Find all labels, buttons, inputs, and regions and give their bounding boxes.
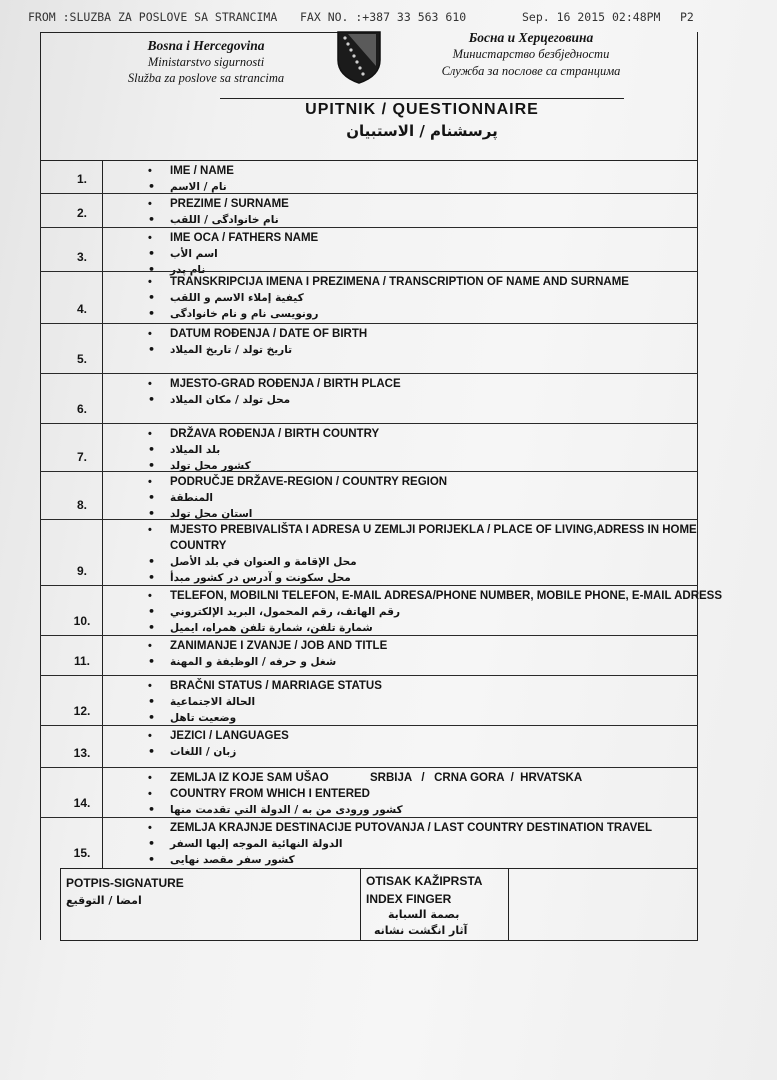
field-label (148, 474, 710, 490)
header-left-ministry: Ministarstvo sigurnosti (147, 55, 265, 69)
field-label-arabic (148, 852, 710, 868)
field-label (148, 274, 710, 290)
header-left-country: Bosna i Hercegovina (147, 38, 265, 53)
field-text: نام پدر (170, 264, 206, 276)
fax-from: FROM :SLUZBA ZA POSLOVE SA STRANCIMA (28, 10, 278, 24)
field-text: محل سكونت و آدرس در كشور مبدأ (170, 572, 351, 584)
field-text: MJESTO PREBIVALIŠTA I ADRESA U ZEMLJI PORIJEKLA / PLACE OF LIVING,ADRESS IN HOME (170, 524, 697, 536)
field-label (148, 376, 710, 392)
bullet-icon: • (148, 459, 156, 472)
field-text: ZEMLJA IZ KOJE SAM UŠAO (170, 772, 329, 784)
row-fields (148, 474, 710, 522)
field-label (148, 588, 723, 604)
field-label-arabic (148, 620, 710, 636)
field-text: استان محل تولد (170, 508, 253, 520)
bullet-icon: • (148, 788, 152, 800)
field-label-arabic (148, 306, 710, 322)
field-text: نام / الاسم (170, 181, 227, 193)
bullet-icon: • (148, 328, 152, 340)
bullet-icon: • (148, 822, 152, 834)
row-number: 10. (73, 614, 91, 628)
bullet-icon: • (148, 428, 152, 440)
field-label-arabic (148, 836, 710, 852)
table-row (40, 676, 698, 726)
bullet-icon: • (148, 263, 156, 276)
bullet-icon: • (148, 343, 156, 356)
row-fields (148, 274, 710, 322)
fingerprint-label-fa: آثار انگشت نشانه (374, 924, 468, 937)
fax-number: FAX NO. :+387 33 563 610 (300, 10, 467, 24)
bullet-icon: • (148, 695, 156, 708)
row-number: 11. (73, 654, 91, 668)
table-row (40, 636, 698, 676)
bullet-icon: • (148, 772, 152, 784)
table-row (40, 726, 698, 768)
bullet-icon: • (148, 655, 156, 668)
bullet-icon: • (148, 443, 156, 456)
table-row (40, 161, 698, 194)
field-label (148, 638, 710, 654)
signature-left-border (60, 868, 61, 940)
signature-divider (360, 868, 361, 940)
fingerprint-label: OTISAK KAŽIPRSTA (366, 874, 483, 888)
row-number: 14. (73, 796, 91, 810)
row-fields (148, 426, 710, 474)
field-label-arabic (148, 570, 710, 586)
field-label (148, 426, 710, 442)
bullet-icon: • (148, 307, 156, 320)
field-text: كشور ورودی من به / الدولة التي تقدمت منها (170, 804, 403, 816)
table-row (40, 374, 698, 424)
field-text: اسم الأب (170, 248, 218, 260)
bullet-icon: • (148, 180, 156, 193)
field-text: كشور سفر مقصد نهايی (170, 854, 295, 866)
field-text: كشور محل تولد (170, 460, 251, 472)
field-text: رقم الهاتف، رقم المحمول، البريد الإلكتروني (170, 606, 401, 618)
field-text: COUNTRY (170, 540, 227, 552)
row-number: 4. (76, 302, 87, 316)
bullet-icon: • (148, 213, 156, 226)
field-label (148, 786, 710, 802)
row-fields (148, 196, 710, 228)
field-label-arabic (148, 392, 710, 408)
signature-label: POTPIS-SIGNATURE (66, 876, 184, 890)
header-right-service: Служба за послове са странцима (441, 64, 621, 78)
bullet-icon: • (148, 291, 156, 304)
table-row (40, 818, 698, 868)
field-text: شمارة تلفن، شمارة تلفن همراه، ايميل (170, 622, 373, 634)
field-text: شغل و حرفه / الوظيفة و المهنة (170, 656, 337, 668)
field-text: بلد الميلاد (170, 444, 221, 456)
row-number: 6. (76, 402, 87, 416)
bullet-icon: • (148, 730, 152, 742)
field-label-arabic (148, 290, 710, 306)
bullet-icon: • (148, 621, 156, 634)
field-text: MJESTO-GRAD ROĐENJA / BIRTH PLACE (170, 378, 401, 390)
field-label-arabic (148, 654, 710, 670)
row-number: 2. (76, 206, 87, 220)
bullet-icon: • (148, 853, 156, 866)
field-text: IME / NAME (170, 165, 234, 177)
bullet-icon: • (148, 571, 156, 584)
row-fields (148, 588, 723, 636)
form-title: UPITNIK / QUESTIONNAIRE (305, 101, 539, 118)
row-number: 5. (76, 352, 87, 366)
table-row (40, 228, 698, 276)
bullet-icon: • (148, 276, 152, 288)
fingerprint-divider (508, 868, 509, 940)
header-right-country: Босна и Херцеговина (468, 30, 594, 45)
field-text: TRANSKRIPCIJA IMENA I PREZIMENA / TRANSCRIPTION OF NAME AND SURNAME (170, 276, 629, 288)
field-text: رونويسی نام و نام خانوادگی (170, 308, 319, 320)
field-text: الدولة النهائية الموجه إليها السفر (170, 838, 343, 850)
field-text: نام خانوادگی / اللقب (170, 214, 279, 226)
row-fields (148, 820, 710, 868)
row-fields (148, 638, 710, 670)
field-label (148, 326, 710, 342)
field-label (148, 163, 710, 179)
bullet-icon: • (148, 745, 156, 758)
signature-label-arabic: امضا / التوقيع (66, 894, 142, 907)
row-number: 7. (76, 450, 87, 464)
row-fields (148, 376, 710, 408)
form-title-arabic: پرسشنام / الاستبيان (346, 122, 498, 140)
row-number: 15. (73, 846, 91, 860)
field-text: DRŽAVA ROĐENJA / BIRTH COUNTRY (170, 428, 380, 440)
bullet-icon: • (148, 555, 156, 568)
fingerprint-label-ar: بصمة السبابة (388, 908, 460, 921)
bullet-icon: • (148, 803, 156, 816)
field-text: PREZIME / SURNAME (170, 198, 289, 210)
field-text: وضعيت تاهل (170, 712, 237, 724)
field-text: COUNTRY FROM WHICH I ENTERED (170, 788, 370, 800)
field-label-arabic (148, 554, 710, 570)
header-left (96, 38, 316, 86)
field-label-arabic (148, 694, 710, 710)
table-row (40, 324, 698, 374)
field-text: DATUM ROĐENJA / DATE OF BIRTH (170, 328, 368, 340)
field-label (170, 538, 710, 554)
field-label-arabic (148, 744, 710, 760)
bullet-icon: • (148, 491, 156, 504)
field-text: ZANIMANJE I ZVANJE / JOB AND TITLE (170, 640, 388, 652)
coat-of-arms-icon (336, 30, 382, 84)
field-text: محل تولد / مكان الميلاد (170, 394, 291, 406)
field-text: محل الإقامة و العنوان في بلد الأصل (170, 556, 357, 568)
table-row (40, 472, 698, 520)
bullet-icon: • (148, 680, 152, 692)
field-label-arabic (148, 710, 710, 726)
field-text: المنطقة (170, 492, 214, 504)
row-fields (148, 522, 710, 586)
field-label-arabic (148, 342, 710, 358)
bullet-icon: • (148, 590, 152, 602)
row-fields (148, 163, 710, 195)
fingerprint-label-en: INDEX FINGER (366, 892, 452, 906)
field-text: زبان / اللغات (170, 746, 237, 758)
field-label (148, 820, 710, 836)
signature-bottom-rule (60, 940, 698, 941)
signature-top-rule (60, 868, 698, 869)
table-row (40, 768, 698, 818)
field-label-arabic (148, 490, 710, 506)
field-text: PODRUČJE DRŽAVE-REGION / COUNTRY REGION (170, 476, 448, 488)
field-label (148, 230, 710, 246)
bullet-icon: • (148, 476, 152, 488)
field-text: BRAČNI STATUS / MARRIAGE STATUS (170, 680, 382, 692)
header-left-service: Služba za poslove sa strancima (127, 71, 285, 85)
header-rule (220, 98, 624, 99)
field-label-arabic (148, 442, 710, 458)
table-row (40, 272, 698, 324)
row-number: 13. (73, 746, 91, 760)
field-text: الحالة الاجتماعية (170, 696, 256, 708)
fax-date: Sep. 16 2015 02:48PM (522, 10, 661, 24)
field-label-arabic (148, 212, 710, 228)
bullet-icon: • (148, 507, 156, 520)
row-number: 9. (76, 564, 87, 578)
field-label (148, 522, 710, 538)
field-text: ZEMLJA KRAJNJE DESTINACIJE PUTOVANJA / LAST COUNTRY DESTINATION TRAVEL (170, 822, 652, 834)
bullet-icon: • (148, 165, 152, 177)
field-label (148, 728, 710, 744)
row-number: 8. (76, 498, 87, 512)
table-row (40, 586, 723, 636)
header-right-ministry: Министарство безбједности (452, 47, 610, 61)
country-options: SRBIJA / CRNA GORA / HRVATSKA (370, 772, 583, 784)
header-right (416, 30, 646, 80)
bullet-icon: • (148, 524, 152, 536)
field-text: كيفية إملاء الاسم و اللقب (170, 292, 304, 304)
field-label (148, 678, 710, 694)
table-row (40, 520, 698, 586)
table-row (40, 424, 698, 472)
field-text: TELEFON, MOBILNI TELEFON, E-MAIL ADRESA/PHONE NUMBER, MOBILE PHONE, E-MAIL ADRESS (170, 590, 723, 602)
bullet-icon: • (148, 605, 156, 618)
bullet-icon: • (148, 198, 152, 210)
table-row (40, 194, 698, 228)
field-label-arabic (148, 604, 710, 620)
field-label-arabic (148, 802, 710, 818)
row-number: 3. (76, 250, 87, 264)
bullet-icon: • (148, 640, 152, 652)
bullet-icon: • (148, 247, 156, 260)
field-text: تاریخ تولد / تاريخ الميلاد (170, 344, 293, 356)
bullet-icon: • (148, 378, 152, 390)
row-fields (148, 678, 710, 726)
fax-page: P2 (680, 10, 694, 24)
field-text: JEZICI / LANGUAGES (170, 730, 289, 742)
top-rule (40, 32, 380, 33)
row-fields (148, 728, 710, 760)
bullet-icon: • (148, 232, 152, 244)
bullet-icon: • (148, 393, 156, 406)
field-label-arabic (148, 246, 710, 262)
row-number: 12. (73, 704, 91, 718)
field-label (148, 196, 710, 212)
bullet-icon: • (148, 711, 156, 724)
row-number: 1. (76, 172, 87, 186)
field-text: IME OCA / FATHERS NAME (170, 232, 319, 244)
row-fields (148, 326, 710, 358)
bullet-icon: • (148, 837, 156, 850)
